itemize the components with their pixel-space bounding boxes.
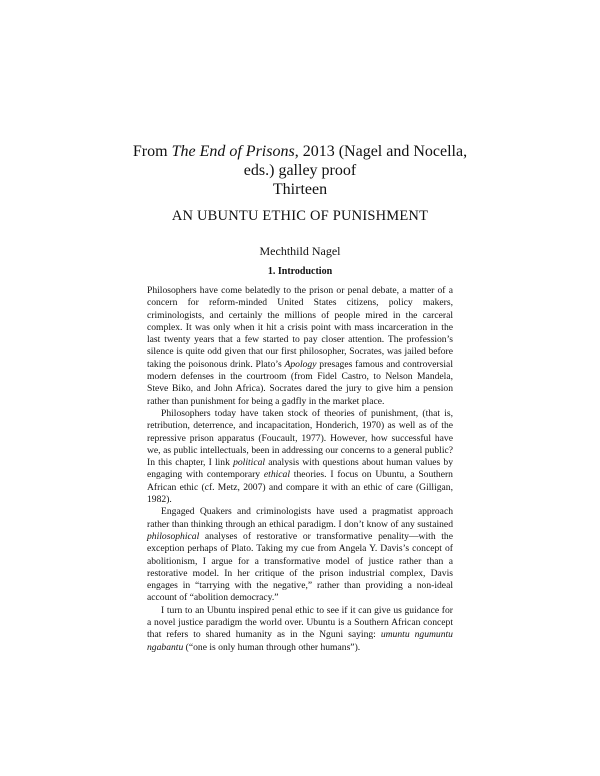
body-text bbox=[147, 285, 453, 654]
paragraph-4: I turn to an Ubuntu inspired penal ethic to see if it can give us guidance for a novel justice paradigm the world over. Ubuntu is a Southern African concept that refers to shared humanity as in the Nguni saying: umuntu ngumuntu ngabantu (“one is only human through other humans”). bbox=[147, 604, 453, 653]
chapter-number: Thirteen bbox=[272, 181, 328, 198]
section-heading: 1. Introduction bbox=[267, 266, 333, 277]
paragraph-1: Philosophers have come belatedly to the prison or penal debate, a matter of a concern for reform-minded United States citizens, policy makers, criminologists, and certainly the millions of people mired in the carceral complex. It was only when it hit a crisis point with mass incarceration in the last twenty years that a few started to pay closer attention. The profession’s silence is quite odd given that our first philosopher, Socrates, was jailed before taking the poisonous drink. Plato’s Apology presages famous and controversial modern defenses in the courtroom (from Fidel Castro, to Nelson Mandela, Steve Biko, and John Africa). Socrates dared the jury to give him a pension rather than punishment for being a gadfly in the market place. bbox=[147, 285, 453, 407]
paragraph-2: Philosophers today have taken stock of theories of punishment, (that is, retribution, deterrence, and incapacitation, Honderich, 1970) as well as of the repressive prison apparatus (Foucault, 1977). However, how successful have we, as public intellectuals, been in addressing our concerns to a general public? In this chapter, I link political analysis with questions about human values by engaging with contemporary ethical theories. I focus on Ubuntu, a Southern African ethic (cf. Metz, 2007) and compare it with an ethic of care (Gilligan, 1982). bbox=[147, 407, 453, 506]
chapter-title: AN UBUNTU ETHIC OF PUNISHMENT bbox=[171, 208, 429, 224]
source-line-2: eds.) galley proof bbox=[243, 162, 357, 179]
author-name: Mechthild Nagel bbox=[259, 244, 341, 258]
book-title: The End of Prisons bbox=[171, 143, 295, 160]
paragraph-3: Engaged Quakers and criminologists have used a pragmatist approach rather than thinking through an ethical paradigm. I don’t know of any sustained philosophical analyses of restorative or transformative penality—with the exception perhaps of Plato. Taking my cue from Angela Y. Davis’s concept of abolitionism, I argue for a transformative model of justice rather than a restorative model. In her critique of the prison industrial complex, Davis engages in “tarrying with the negative,” rather than providing a non-ideal account of “abolition democracy.” bbox=[147, 506, 453, 604]
source-note bbox=[60, 142, 540, 199]
source-line-1: From The End of Prisons, 2013 (Nagel and Nocella, bbox=[132, 143, 468, 160]
